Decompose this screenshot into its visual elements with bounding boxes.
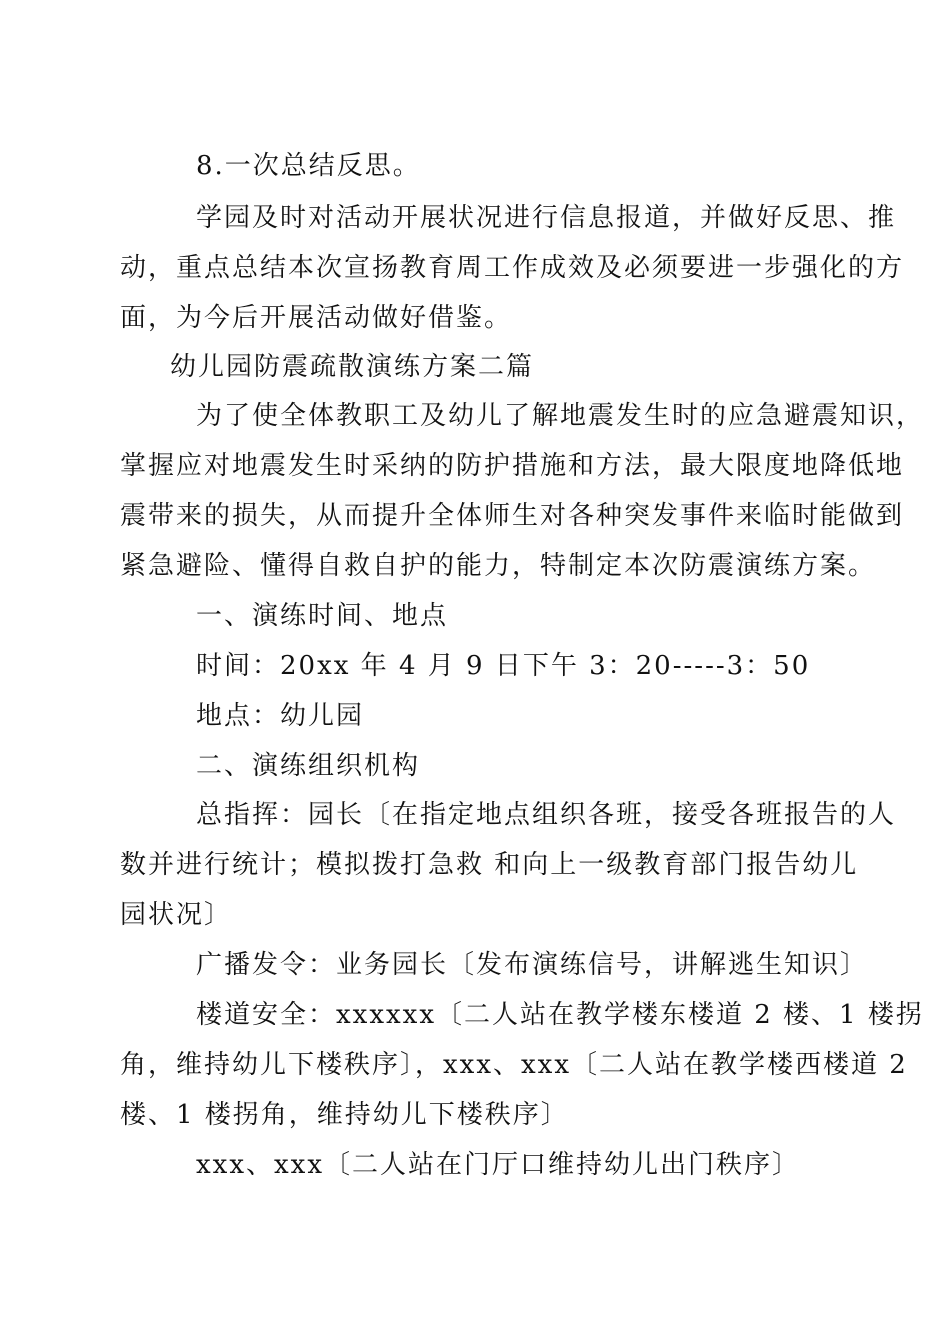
text-line: 震带来的损失，从而提升全体师生对各种突发事件来临时能做到 (120, 501, 905, 531)
text-line: 时间：20xx 年 4 月 9 日下午 3：20-----3：50 (196, 651, 811, 681)
text-line: 动，重点总结本次宣扬教育周工作成效及必须要进一步强化的方 (120, 253, 905, 283)
text-line: xxx、xxx〔二人站在门厅口维持幼儿出门秩序〕 (196, 1150, 800, 1180)
text-line: 数并进行统计；模拟拨打急救 和向上一级教育部门报告幼儿 (120, 850, 859, 880)
text-line: 二、演练组织机构 (196, 751, 421, 781)
text-line: 广播发令：业务园长〔发布演练信号，讲解逃生知识〕 (196, 950, 869, 980)
text-line: 学园及时对活动开展状况进行信息报道，并做好反思、推 (196, 203, 897, 233)
text-line: 一、演练时间、地点 (196, 601, 449, 631)
text-line: 掌握应对地震发生时采纳的防护措施和方法，最大限度地降低地 (120, 451, 905, 481)
text-line: 总指挥：园长〔在指定地点组织各班，接受各班报告的人 (196, 800, 897, 830)
text-line: 园状况〕 (120, 900, 233, 930)
text-line: 楼、1 楼拐角，维持幼儿下楼秩序〕 (120, 1100, 569, 1130)
section-heading: 幼儿园防震疏散演练方案二篇 (170, 352, 535, 382)
text-line: 地点：幼儿园 (196, 701, 365, 731)
text-line: 角，维持幼儿下楼秩序〕，xxx、xxx〔二人站在教学楼西楼道 2 (120, 1050, 908, 1080)
text-line: 楼道安全：xxxxxx〔二人站在教学楼东楼道 2 楼、1 楼拐 (196, 1000, 924, 1030)
text-line: 8.一次总结反思。 (196, 151, 421, 181)
text-line: 面，为今后开展活动做好借鉴。 (120, 303, 513, 333)
text-line: 紧急避险、懂得自救自护的能力，特制定本次防震演练方案。 (120, 551, 877, 581)
text-line: 为了使全体教职工及幼儿了解地震发生时的应急避震知识， (196, 401, 925, 431)
